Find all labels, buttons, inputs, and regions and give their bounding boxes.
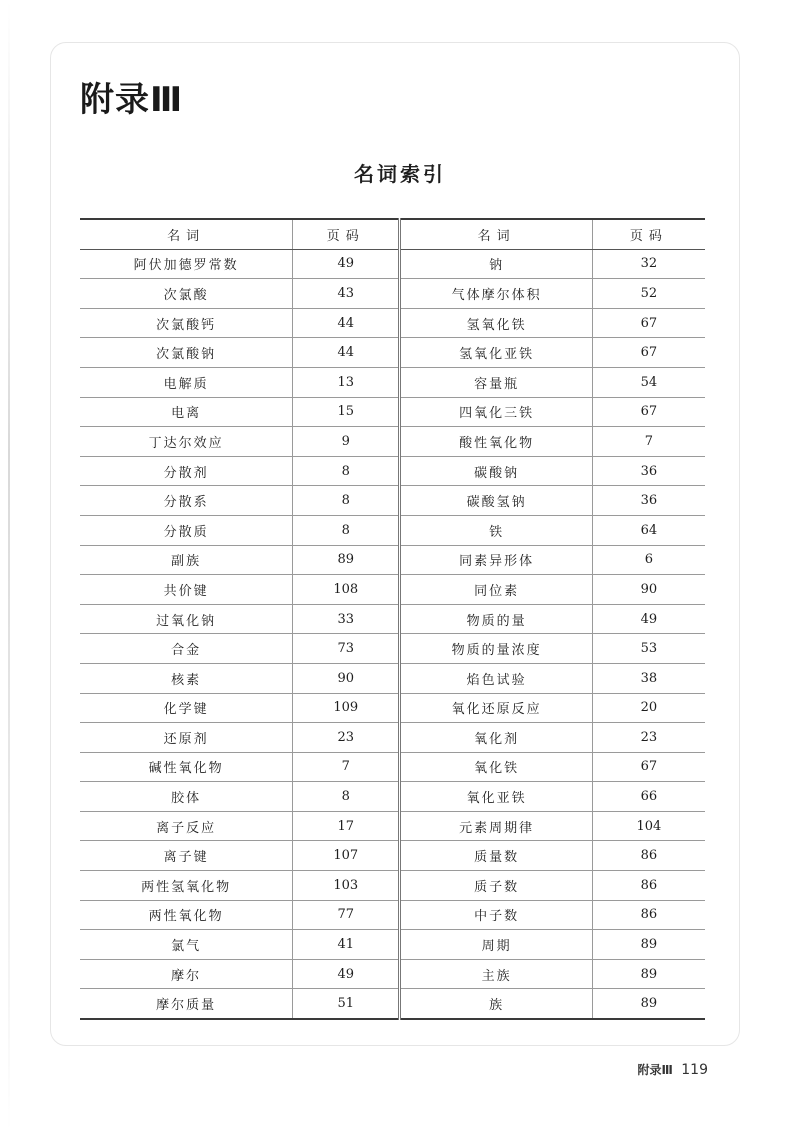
- page-cell-right: 53: [592, 634, 705, 664]
- page-cell-right: 86: [592, 871, 705, 901]
- term-cell-left: 共价键: [80, 575, 293, 605]
- term-cell-left: 离子键: [80, 841, 293, 871]
- term-cell-right: 同素异形体: [400, 545, 592, 575]
- term-cell-right: 焰色试验: [400, 663, 592, 693]
- term-cell-right: 容量瓶: [400, 367, 592, 397]
- footer-label: 附录Ⅲ: [637, 1063, 673, 1077]
- term-cell-left: 合金: [80, 634, 293, 664]
- term-cell-left: 分散系: [80, 486, 293, 516]
- table-row: [80, 279, 705, 309]
- term-cell-right: 气体摩尔体积: [400, 279, 592, 309]
- page-cell-left: 13: [293, 367, 400, 397]
- term-cell-left: 次氯酸钙: [80, 308, 293, 338]
- page-cell-right: 86: [592, 841, 705, 871]
- table-row: [80, 634, 705, 664]
- page-cell-right: 23: [592, 723, 705, 753]
- term-cell-left: 电解质: [80, 367, 293, 397]
- page-cell-left: 8: [293, 782, 400, 812]
- term-cell-right: 质量数: [400, 841, 592, 871]
- page-cell-right: 67: [592, 338, 705, 368]
- page-cell-left: 103: [293, 871, 400, 901]
- term-cell-right: 氧化铁: [400, 752, 592, 782]
- table-header-row: [80, 219, 705, 249]
- page-cell-right: 67: [592, 752, 705, 782]
- page-cell-left: 17: [293, 811, 400, 841]
- page-cell-left: 15: [293, 397, 400, 427]
- page-cell-right: 89: [592, 959, 705, 989]
- page-cell-right: 64: [592, 515, 705, 545]
- table-row: [80, 900, 705, 930]
- term-cell-right: 主族: [400, 959, 592, 989]
- term-cell-left: 次氯酸钠: [80, 338, 293, 368]
- table-row: [80, 397, 705, 427]
- term-cell-left: 次氯酸: [80, 279, 293, 309]
- column-header-page-left: 页码: [293, 219, 400, 249]
- term-cell-left: 胶体: [80, 782, 293, 812]
- term-cell-left: 摩尔: [80, 959, 293, 989]
- table-row: [80, 545, 705, 575]
- page-cell-left: 9: [293, 427, 400, 457]
- index-title: 名词索引: [354, 162, 446, 186]
- page-cell-left: 73: [293, 634, 400, 664]
- term-cell-right: 氧化剂: [400, 723, 592, 753]
- page-footer: [637, 1061, 708, 1078]
- term-cell-right: 碳酸钠: [400, 456, 592, 486]
- table-row: [80, 515, 705, 545]
- page-cell-left: 44: [293, 338, 400, 368]
- page-cell-left: 43: [293, 279, 400, 309]
- page-cell-left: 23: [293, 723, 400, 753]
- table-row: [80, 959, 705, 989]
- term-cell-right: 氧化亚铁: [400, 782, 592, 812]
- table-row: [80, 752, 705, 782]
- term-cell-right: 四氧化三铁: [400, 397, 592, 427]
- term-cell-right: 氢氧化铁: [400, 308, 592, 338]
- term-cell-right: 同位素: [400, 575, 592, 605]
- page-cell-right: 66: [592, 782, 705, 812]
- table-row: [80, 841, 705, 871]
- term-cell-right: 族: [400, 989, 592, 1019]
- term-cell-left: 阿伏加德罗常数: [80, 249, 293, 279]
- page-cell-left: 90: [293, 663, 400, 693]
- page-cell-right: 49: [592, 604, 705, 634]
- term-cell-right: 酸性氧化物: [400, 427, 592, 457]
- page-cell-right: 67: [592, 308, 705, 338]
- term-cell-right: 元素周期律: [400, 811, 592, 841]
- page-cell-left: 49: [293, 249, 400, 279]
- table-row: [80, 456, 705, 486]
- page-cell-right: 36: [592, 456, 705, 486]
- term-cell-left: 分散质: [80, 515, 293, 545]
- page-cell-left: 109: [293, 693, 400, 723]
- page-cell-left: 41: [293, 930, 400, 960]
- page-cell-right: 104: [592, 811, 705, 841]
- page-cell-left: 89: [293, 545, 400, 575]
- term-cell-left: 分散剂: [80, 456, 293, 486]
- column-header-page-right: 页码: [592, 219, 705, 249]
- page-cell-right: 6: [592, 545, 705, 575]
- term-cell-right: 氢氧化亚铁: [400, 338, 592, 368]
- table-row: [80, 871, 705, 901]
- page-cell-right: 54: [592, 367, 705, 397]
- table-row: [80, 604, 705, 634]
- page-cell-left: 51: [293, 989, 400, 1019]
- column-header-term-right: 名词: [400, 219, 592, 249]
- table-row: [80, 308, 705, 338]
- page-cell-left: 8: [293, 515, 400, 545]
- table-row: [80, 249, 705, 279]
- table-row: [80, 427, 705, 457]
- table-row: [80, 693, 705, 723]
- page-cell-right: 90: [592, 575, 705, 605]
- table-row: [80, 930, 705, 960]
- index-table-body: [80, 249, 705, 1019]
- term-cell-left: 副族: [80, 545, 293, 575]
- term-cell-left: 摩尔质量: [80, 989, 293, 1019]
- page-cell-right: 67: [592, 397, 705, 427]
- appendix-heading: 附录Ⅲ: [80, 80, 184, 120]
- term-cell-right: 钠: [400, 249, 592, 279]
- page-cell-left: 108: [293, 575, 400, 605]
- page-cell-right: 89: [592, 930, 705, 960]
- page-cell-right: 32: [592, 249, 705, 279]
- term-cell-left: 电离: [80, 397, 293, 427]
- table-row: [80, 782, 705, 812]
- page-cell-right: 89: [640, 996, 658, 1012]
- page-cell-left: 44: [293, 308, 400, 338]
- term-cell-right: 物质的量: [400, 604, 592, 634]
- table-row: [80, 663, 705, 693]
- table-row: [80, 811, 705, 841]
- page-cell-right: 7: [592, 427, 705, 457]
- index-table: [80, 218, 705, 1020]
- page-cell-left: 49: [293, 959, 400, 989]
- term-cell-left: 碱性氧化物: [80, 752, 293, 782]
- term-cell-left: 过氧化钠: [80, 604, 293, 634]
- page-cell-left: 77: [293, 900, 400, 930]
- page-cell-right: 86: [592, 900, 705, 930]
- page-number: 119: [681, 1062, 708, 1078]
- term-cell-left: 核素: [80, 663, 293, 693]
- term-cell-right: 铁: [400, 515, 592, 545]
- term-cell-right: 碳酸氢钠: [400, 486, 592, 516]
- term-cell-left: 两性氧化物: [80, 900, 293, 930]
- term-cell-right: 周期: [400, 930, 592, 960]
- term-cell-right: 氧化还原反应: [400, 693, 592, 723]
- term-cell-left: 两性氢氧化物: [80, 871, 293, 901]
- page-cell-left: 8: [293, 486, 400, 516]
- table-row: [80, 486, 705, 516]
- page-cell-left: 8: [293, 456, 400, 486]
- page-cell-left: 33: [293, 604, 400, 634]
- term-cell-right: 质子数: [400, 871, 592, 901]
- table-row: [80, 338, 705, 368]
- term-cell-left: 化学键: [80, 693, 293, 723]
- table-row: [80, 367, 705, 397]
- table-row: [80, 989, 705, 1019]
- page-cell-right: 38: [592, 663, 705, 693]
- page-cell-right: 36: [592, 486, 705, 516]
- column-header-term-left: 名词: [80, 219, 293, 249]
- page-cell-left: 107: [293, 841, 400, 871]
- term-cell-left: 离子反应: [80, 811, 293, 841]
- table-row: [80, 723, 705, 753]
- table-row: [80, 575, 705, 605]
- term-cell-left: 还原剂: [80, 723, 293, 753]
- page-cell-right: 20: [592, 693, 705, 723]
- page-cell-right: 52: [592, 279, 705, 309]
- term-cell-right: 中子数: [400, 900, 592, 930]
- term-cell-right: 物质的量浓度: [400, 634, 592, 664]
- term-cell-left: 丁达尔效应: [80, 427, 293, 457]
- term-cell-left: 氯气: [80, 930, 293, 960]
- page-cell-left: 7: [293, 752, 400, 782]
